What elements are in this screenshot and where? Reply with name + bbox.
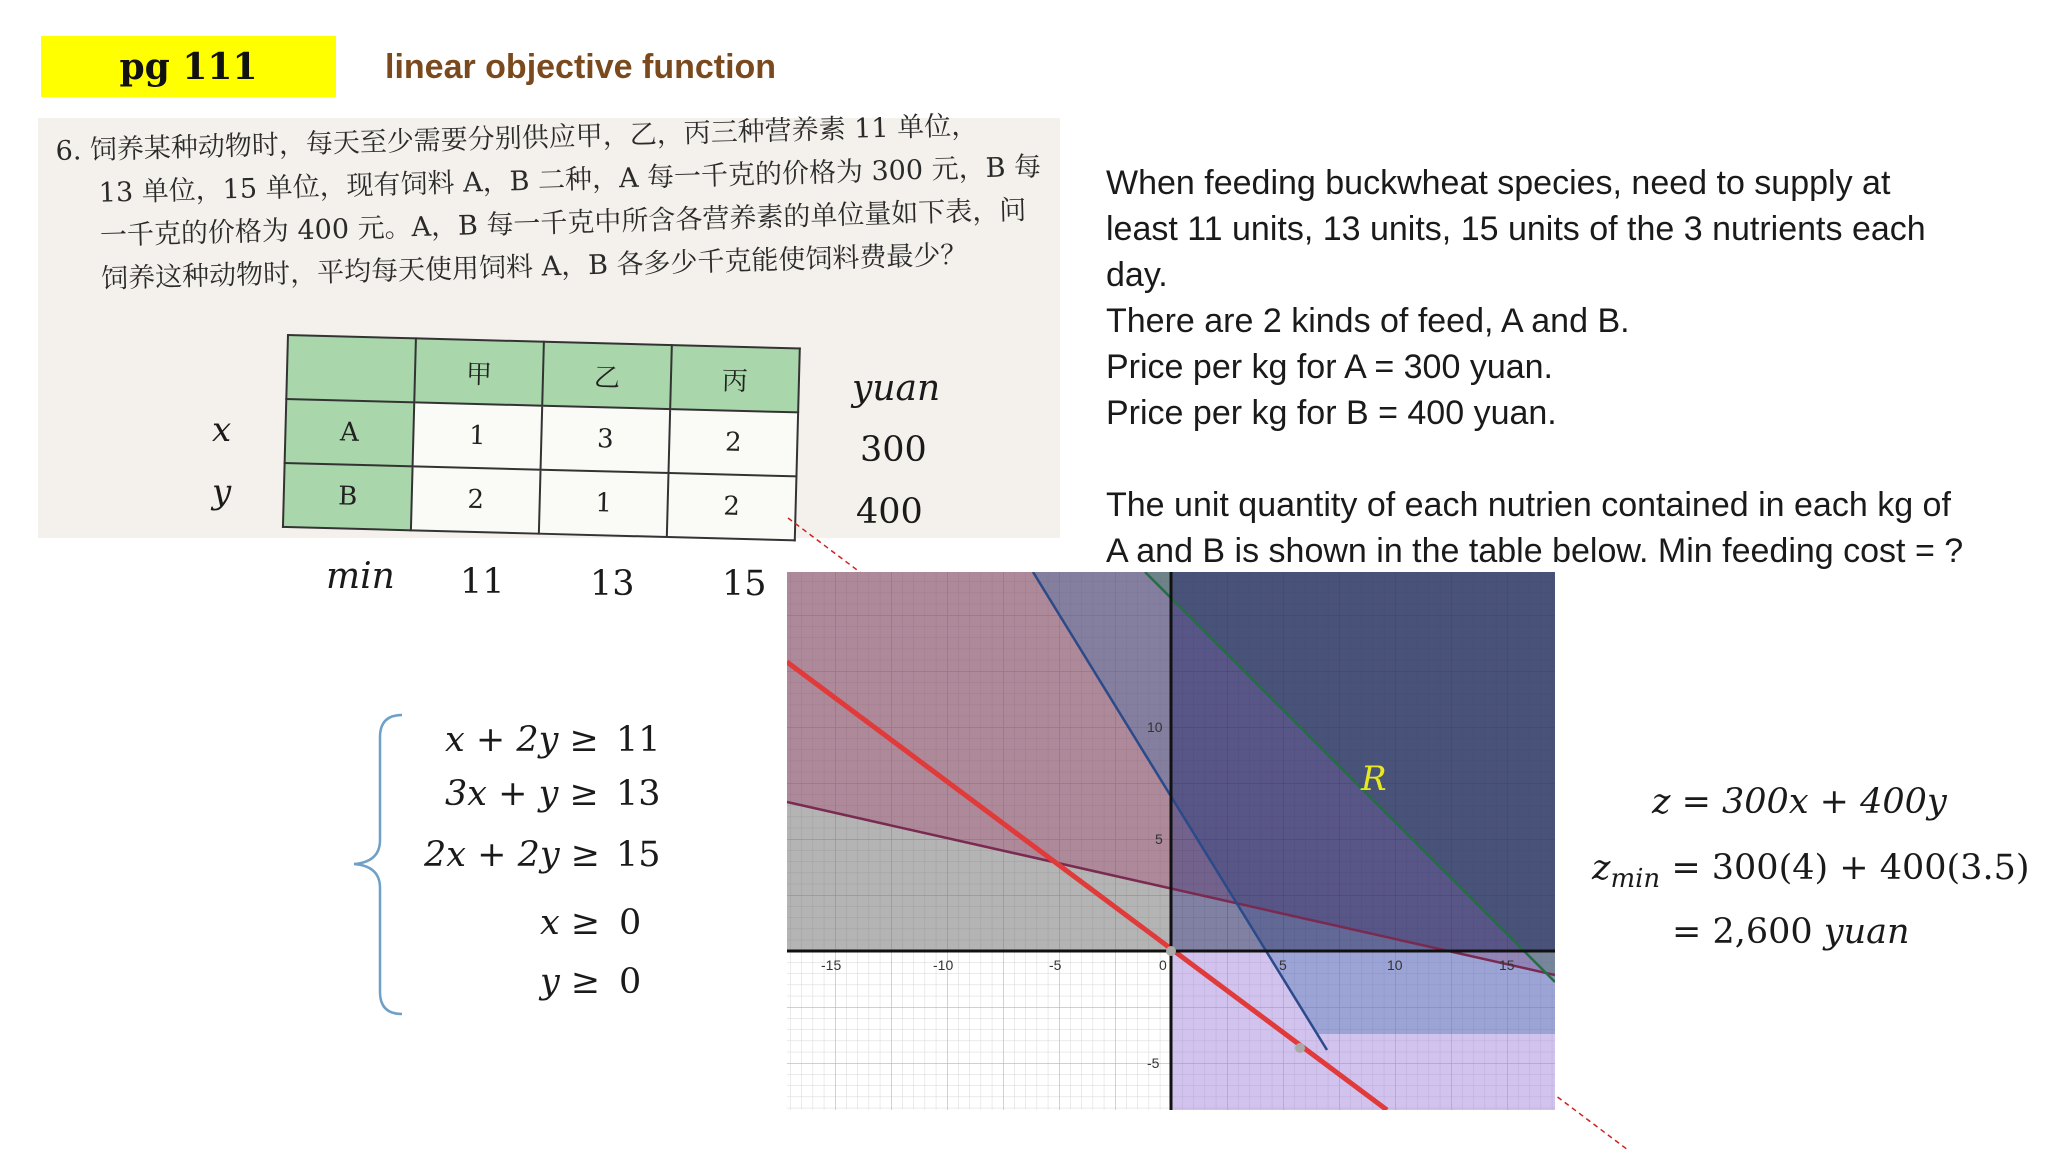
table-cell: 2 — [668, 409, 798, 476]
table-row — [283, 463, 796, 540]
problem-line-4: 饲养这种动物时，平均每天使用饲料 A，B 各多少千克能使饲料费最少？ — [100, 239, 968, 295]
table-cell: 2 — [411, 466, 541, 533]
translation-line: There are 2 kinds of feed, A and B. — [1106, 302, 1630, 340]
price-b: 400 — [856, 492, 923, 532]
min-value: 15 — [722, 564, 767, 604]
region-label: R — [1361, 759, 1387, 799]
table-header-cell — [286, 335, 416, 402]
table-cell: 1 — [413, 402, 543, 469]
translation-line: The unit quantity of each nutrien contained in each kg of — [1106, 486, 1951, 524]
problem-line-2: 13 单位，15 单位，现有饲料 A，B 二种，A 每一千克的价格为 300 元，B 每 — [98, 151, 1042, 209]
x-tick-label: -15 — [821, 957, 842, 973]
translation-line: Price per kg for B = 400 yuan. — [1106, 394, 1557, 432]
constraint-3: 2x + 2y ≥ — [424, 835, 601, 875]
x-tick-label: 10 — [1387, 957, 1403, 973]
y-tick-label: 10 — [1147, 719, 1163, 735]
x-tick-label: 5 — [1279, 957, 1287, 973]
translation-line: When feeding buckwheat species, need to supply at — [1106, 164, 1891, 202]
constraint-1-rhs: 11 — [616, 720, 661, 760]
constraint-5: y ≥ — [540, 962, 601, 1002]
y-tick-label: 5 — [1155, 831, 1163, 847]
x-tick-label: -10 — [933, 957, 954, 973]
feasible-region-graph — [787, 572, 1555, 1110]
topic-title: linear objective function — [385, 48, 777, 86]
table-cell: 1 — [539, 470, 669, 537]
x-tick-label: 0 — [1159, 957, 1167, 973]
translation-line: A and B is shown in the table below. Min feeding cost = ? — [1106, 532, 1964, 570]
table-cell: 3 — [541, 406, 671, 473]
table-row-label: A — [285, 399, 415, 466]
price-a: 300 — [860, 430, 927, 470]
translation-line: least 11 units, 13 units, 15 units of the 3 nutrients each — [1106, 210, 1926, 248]
problem-number: 6. — [55, 135, 82, 167]
table-row-label: B — [283, 463, 413, 530]
page-label-box — [41, 36, 336, 97]
zmin-line — [1592, 848, 2030, 894]
problem-text — [55, 102, 1069, 302]
constraint-2: 3x + y ≥ — [445, 774, 599, 814]
x-tick-label: 15 — [1499, 957, 1515, 973]
var-y-label: y — [212, 472, 232, 512]
zmin-subscript: min — [1610, 864, 1661, 894]
left-brace-icon — [350, 712, 410, 1017]
min-value: 13 — [590, 564, 635, 604]
page-label: pg 111 — [119, 45, 258, 88]
zmin-symbol: z — [1592, 848, 1611, 888]
translation-line — [1106, 436, 2006, 482]
zmin-value: = 2,600 — [1672, 912, 1813, 952]
zmin-result — [1672, 912, 1910, 952]
table-header-cell: 乙 — [542, 342, 672, 409]
constraint-4-rhs: 0 — [619, 903, 642, 943]
constraint-1: x + 2y ≥ — [445, 720, 599, 760]
nutrient-table — [282, 334, 801, 541]
problem-line-3: 一千克的价格为 400 元。A，B 每一千克中所含各营养素的单位量如下表，问 — [99, 194, 1027, 252]
origin-point — [1166, 946, 1176, 956]
translation-line: day. — [1106, 256, 1168, 294]
x-tick-label: -5 — [1049, 957, 1062, 973]
table-header-cell: 甲 — [414, 338, 544, 405]
var-x-label: x — [212, 410, 232, 450]
constraint-3-rhs: 15 — [616, 835, 661, 875]
y-tick-label: -5 — [1147, 1055, 1160, 1071]
problem-line-1: 6. 饲养某种动物时，每天至少需要分别供应甲，乙，丙三种营养素 11 单位， — [55, 110, 979, 167]
translation-line: Price per kg for A = 300 yuan. — [1106, 348, 1553, 386]
zmin-unit: yuan — [1823, 912, 1910, 952]
table-cell: 2 — [667, 473, 797, 540]
constraint-4: x ≥ — [540, 903, 601, 943]
line-point — [1295, 1043, 1305, 1053]
constraint-5-rhs: 0 — [619, 962, 642, 1002]
table-header-cell: 丙 — [670, 345, 800, 412]
zmin-expression: = 300(4) + 400(3.5) — [1671, 848, 2030, 888]
price-label: yuan — [852, 368, 941, 409]
objective-function: z = 300x + 400y — [1652, 782, 1947, 822]
min-label: min — [326, 556, 395, 597]
min-value: 11 — [460, 562, 505, 602]
constraint-2-rhs: 13 — [616, 774, 661, 814]
